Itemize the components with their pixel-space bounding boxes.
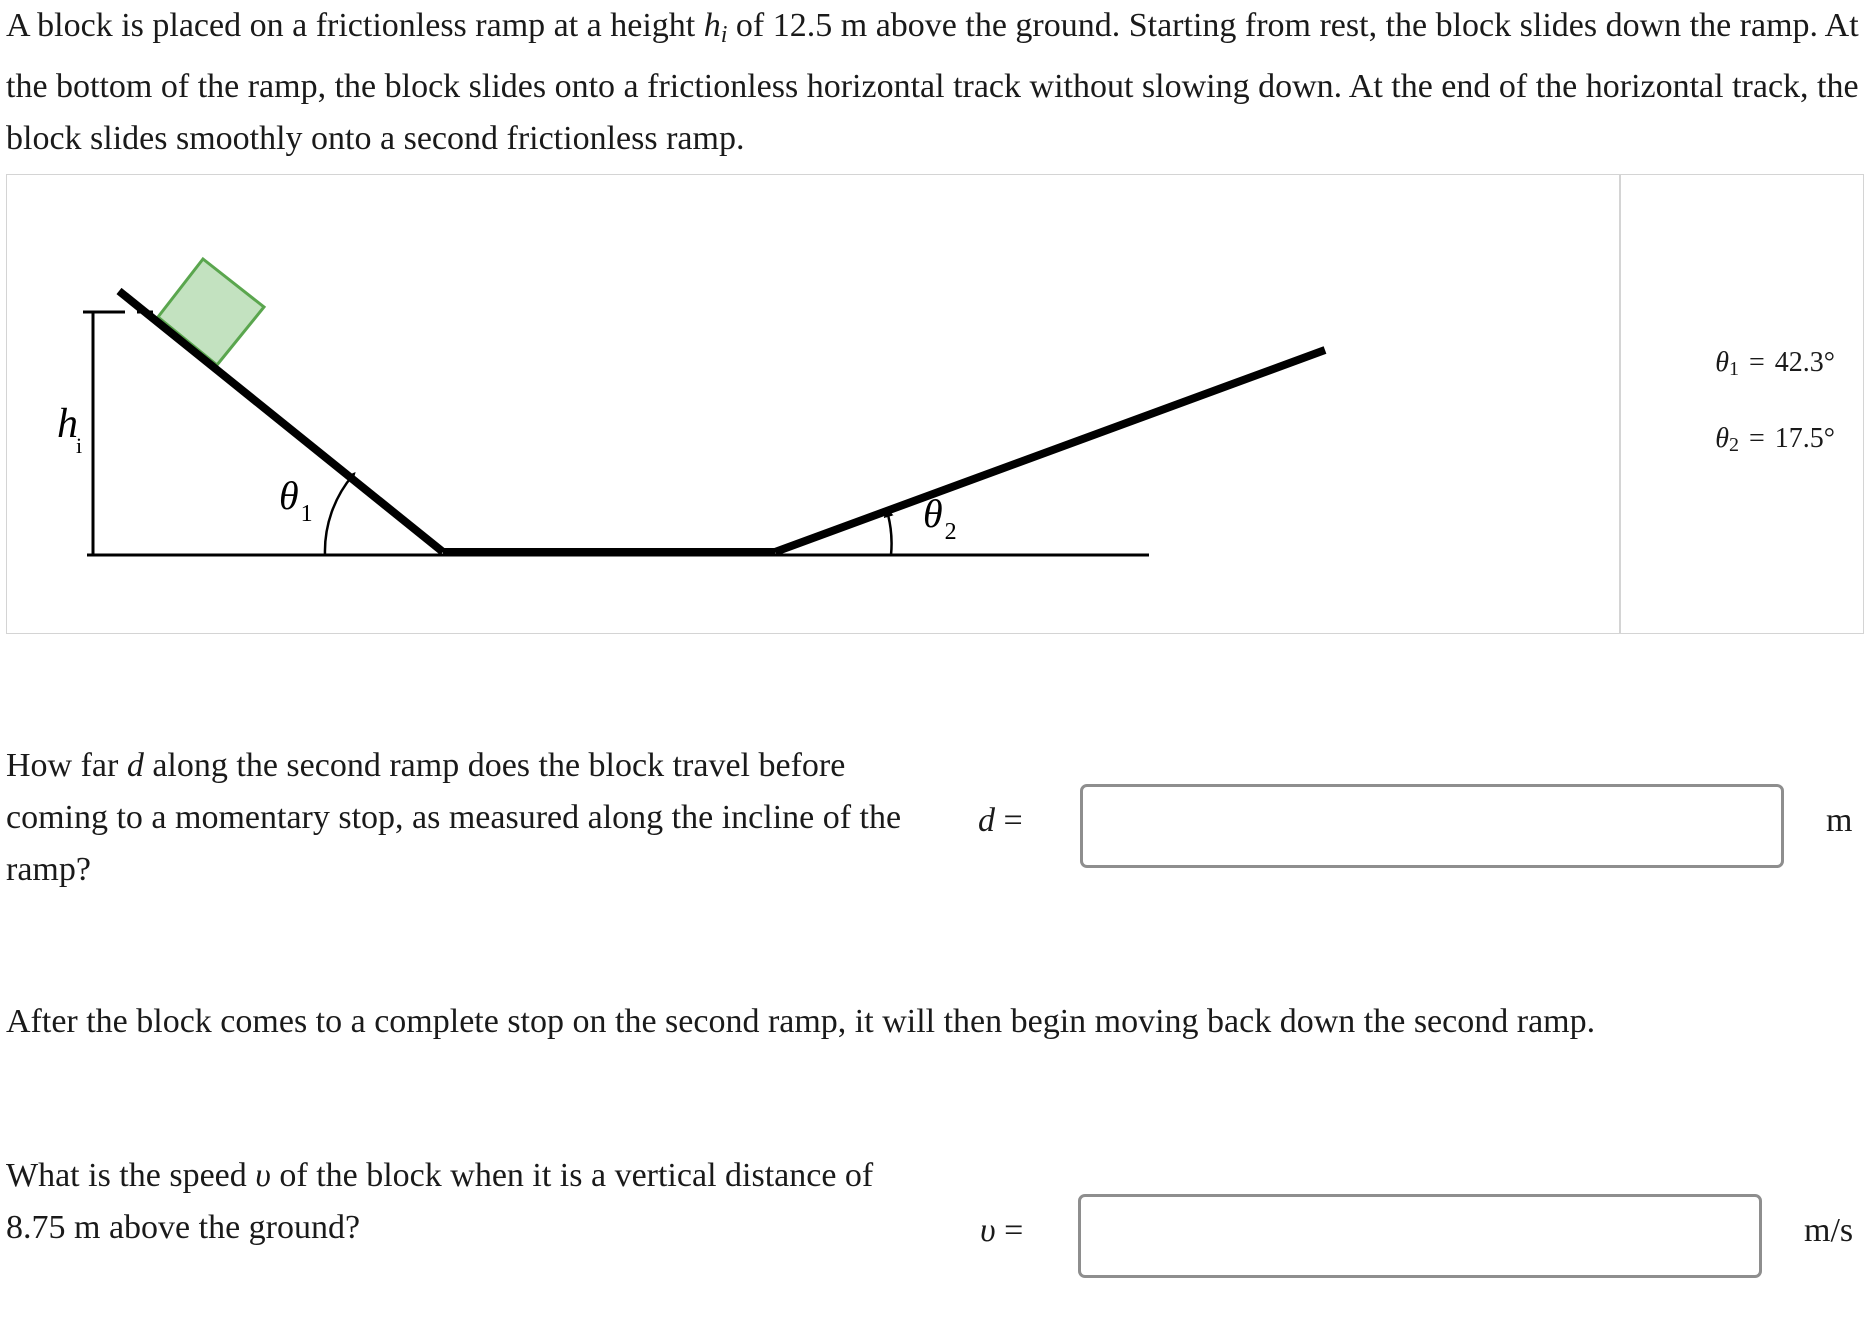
- question-distance: [6, 740, 906, 896]
- distance-label-eq: =: [995, 802, 1023, 839]
- given-theta1-sub: 1: [1729, 358, 1739, 380]
- given-theta1: [1715, 347, 1835, 381]
- figure-panel: [6, 174, 1864, 634]
- given-theta2-symbol: θ: [1715, 423, 1729, 454]
- given-theta1-symbol: θ: [1715, 347, 1729, 378]
- question-speed: [6, 1150, 906, 1254]
- theta1-label: $\theta_1$: [279, 473, 313, 527]
- speed-label-eq: =: [995, 1212, 1024, 1249]
- given-theta2-eq: =: [1749, 423, 1765, 454]
- problem-intro: [6, 0, 1866, 165]
- distance-label: [978, 802, 1023, 840]
- intro-var-h-sub: i: [720, 22, 728, 48]
- speed-label: [980, 1212, 1023, 1250]
- theta2-label: $\theta_2$: [923, 491, 957, 545]
- intro-text-1: A block is placed on a frictionless ramp at a height: [6, 7, 704, 44]
- speed-unit: m/s: [1804, 1212, 1854, 1249]
- q1-text-b: along the second ramp does the block travel before coming to a momentary stop, as measured along the incline of the ramp?: [6, 747, 902, 888]
- distance-unit: m: [1826, 802, 1853, 839]
- given-theta2: [1715, 423, 1835, 457]
- intro-text-2: of 12.5 m above the ground. Starting from rest, the block slides down the ramp. At the bottom of the ramp, the block slides onto a frictionless horizontal track without slowing down. At the end of the horizontal track, the block slides smoothly onto a second frictionless ramp.: [6, 7, 1859, 157]
- statement-text: After the block comes to a complete stop on the second ramp, it will then begin moving back down the second ramp.: [6, 1003, 1596, 1040]
- speed-answer-input[interactable]: [1078, 1194, 1762, 1278]
- distance-answer-input[interactable]: [1080, 784, 1784, 868]
- speed-label-var: υ: [980, 1212, 996, 1249]
- q1-var: d: [126, 747, 144, 784]
- given-theta1-eq: =: [1749, 347, 1765, 378]
- given-theta2-sub: 2: [1729, 434, 1739, 456]
- q2-text-a: What is the speed: [6, 1157, 256, 1194]
- given-theta2-value: 17.5°: [1774, 423, 1835, 454]
- height-label: hi: [57, 401, 83, 458]
- distance-label-var: d: [978, 802, 995, 839]
- q2-text-b: of the block when it is a vertical distance of 8.75 m above the ground?: [6, 1157, 874, 1246]
- theta1-arc: [325, 475, 353, 555]
- intro-var-h: h: [703, 7, 721, 44]
- second-ramp: [775, 350, 1325, 552]
- figure-divider: [1619, 175, 1621, 633]
- q2-var: υ: [255, 1157, 271, 1194]
- given-theta1-value: 42.3°: [1774, 347, 1835, 378]
- sliding-block: [158, 259, 264, 365]
- q1-text-a: How far: [6, 747, 127, 784]
- theta2-arc: [887, 511, 892, 555]
- ramp-diagram: [7, 175, 1619, 633]
